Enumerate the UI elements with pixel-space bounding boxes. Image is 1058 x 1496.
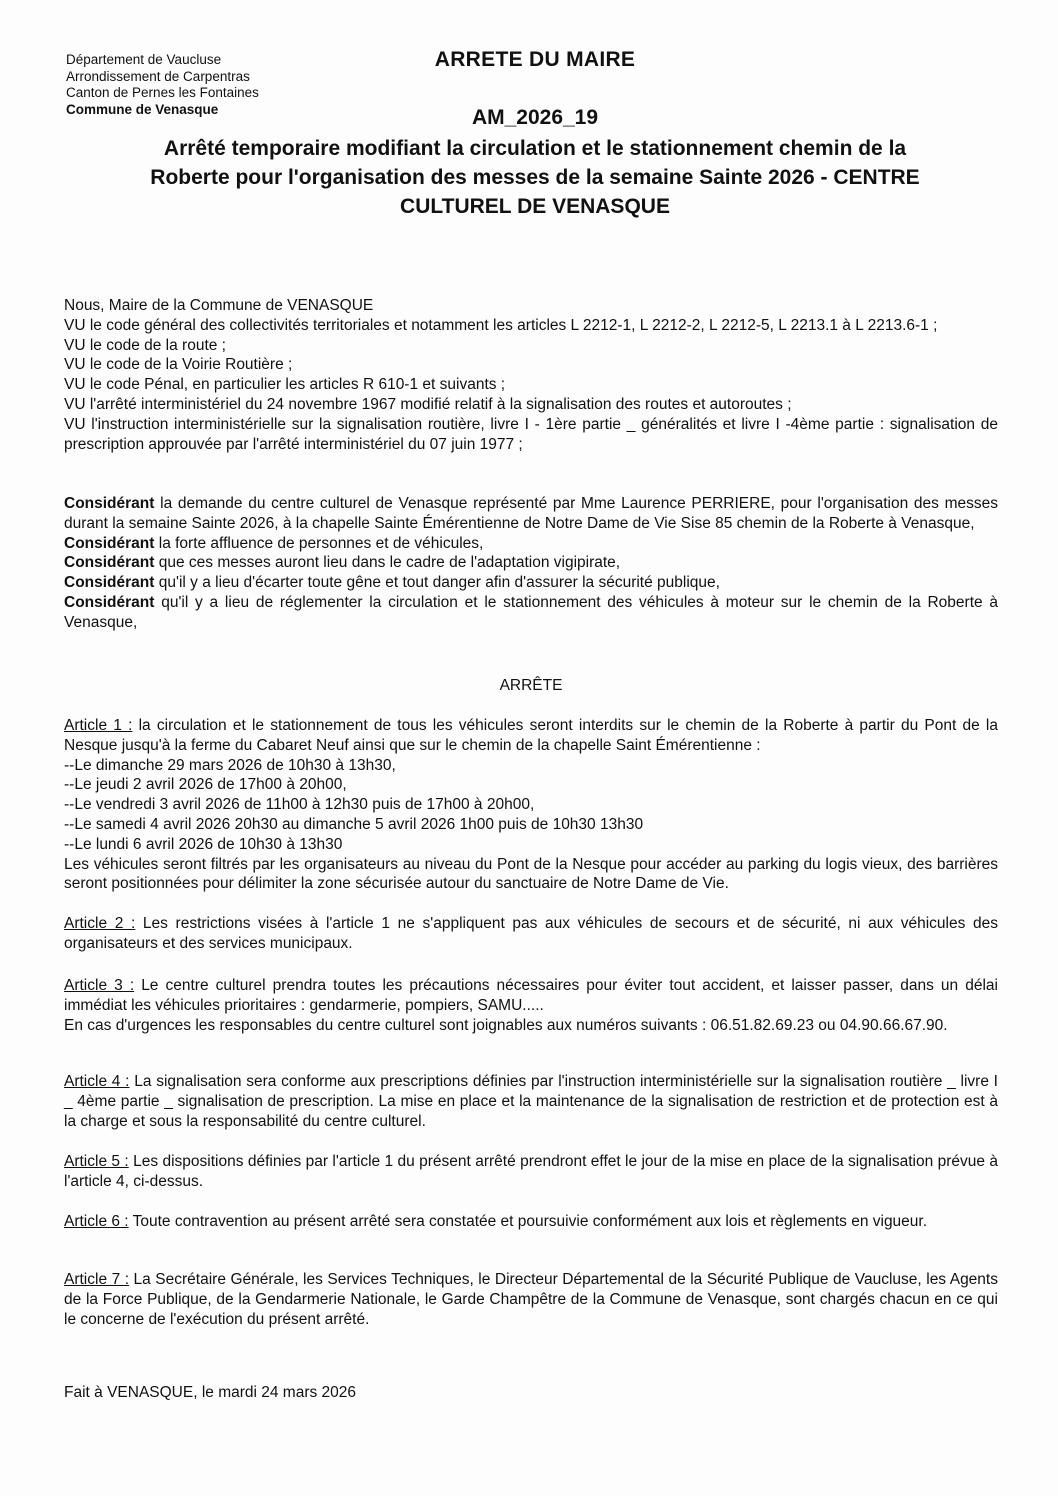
article-line: --Le lundi 6 avril 2026 de 10h30 à 13h30 <box>64 835 343 853</box>
article-4 <box>64 1072 998 1131</box>
article-line: --Le vendredi 3 avril 2026 de 11h00 à 12h30 puis de 17h00 à 20h00, <box>64 796 535 814</box>
article-text: la circulation et le stationnement de tous les véhicules seront interdits sur le chemin de la Roberte à partir du Pont de la Nesque jusqu'à la ferme du Cabaret Neuf ainsi que sur le chemin de la chapelle Saint Émérentienne : <box>64 717 998 754</box>
visas-section <box>64 296 998 454</box>
arrete-heading: ARRÊTE <box>499 677 563 694</box>
article-7 <box>64 1270 998 1329</box>
considerant-item <box>64 593 998 633</box>
article-line: --Le dimanche 29 mars 2026 de 10h30 à 13h30, <box>64 756 396 774</box>
signature-line: Fait à VENASQUE, le mardi 24 mars 2026 <box>64 1384 357 1401</box>
considerant-text: la demande du centre culturel de Venasque représenté par Mme Laurence PERRIERE, pour l'organisation des messes durant la semaine Sainte 2026, à la chapelle Sainte Émérentienne de Notre Dame de Vie Sise 85 chemin de la Roberte à Venasque, <box>64 495 998 532</box>
article-line: En cas d'urgences les responsables du centre culturel sont joignables aux numéros suivants : 06.51.82.69.23 ou 04.90.66.67.90. <box>64 1016 948 1034</box>
considerant-text: qu'il y a lieu d'écarter toute gêne et tout danger afin d'assurer la sécurité publique, <box>154 574 720 592</box>
article-label: Article 6 : <box>64 1213 129 1230</box>
visa-line: VU le code Pénal, en particulier les articles R 610-1 et suivants ; <box>64 376 506 394</box>
visa-line: VU le code de la Voirie Routière ; <box>64 356 293 374</box>
document-reference: AM_2026_19 <box>471 106 599 129</box>
article-line: --Le samedi 4 avril 2026 20h30 au dimanche 5 avril 2026 1h00 puis de 10h30 13h30 <box>64 815 644 833</box>
subject-line: Roberte pour l'organisation des messes de la semaine Sainte 2026 - CENTRE <box>150 166 920 189</box>
considerant-keyword: Considérant <box>64 534 155 552</box>
considerant-keyword: Considérant <box>64 593 155 611</box>
article-paragraph <box>64 716 998 756</box>
visa-line: Nous, Maire de la Commune de VENASQUE <box>64 297 374 314</box>
article-label: Article 2 : <box>64 915 136 932</box>
article-3 <box>64 976 998 1035</box>
article-paragraph <box>64 1212 998 1232</box>
considerant-item <box>64 573 998 593</box>
article-paragraph <box>64 1072 998 1131</box>
article-paragraph <box>64 976 998 1016</box>
article-label: Article 4 : <box>64 1073 130 1090</box>
article-line: --Le jeudi 2 avril 2026 de 17h00 à 20h00, <box>64 776 347 794</box>
admin-line-arrondissement: Arrondissement de Carpentras <box>66 68 250 84</box>
considerant-text: qu'il y a lieu de réglementer la circulation et le stationnement des véhicules à moteur sur le chemin de la Roberte à Venasque, <box>64 593 998 631</box>
visa-line: VU le code général des collectivités territoriales et notamment les articles L 2212-1, L 2212-2, L 2212-5, L 2213.1 à L 2213.6-1 ; <box>64 316 938 334</box>
article-text: Toute contravention au présent arrêté sera constatée et poursuivie conformément aux lois et règlements en vigueur. <box>128 1213 928 1230</box>
visa-line: VU l'arrêté interministériel du 24 novembre 1967 modifié relatif à la signalisation des routes et autoroutes ; <box>64 395 792 413</box>
article-label: Article 3 : <box>64 977 135 994</box>
administrative-header <box>66 52 259 118</box>
article-paragraph <box>64 1270 998 1329</box>
admin-line-canton: Canton de Pernes les Fontaines <box>66 85 259 100</box>
article-text: La signalisation sera conforme aux prescriptions définies par l'instruction interministérielle sur la signalisation routière _ livre I _ 4ème partie _ signalisation de prescription. La mise en place et la maintenance de la signalisation de restriction et de protection est à la charge et sous la responsabilité du centre culturel. <box>64 1073 998 1130</box>
article-label: Article 1 : <box>64 717 133 734</box>
subject-line: Arrêté temporaire modifiant la circulation et le stationnement chemin de la <box>163 137 907 160</box>
article-label: Article 7 : <box>64 1271 130 1288</box>
article-text: Les dispositions définies par l'article 1 du présent arrêté prendront effet le jour de la mise en place de la signalisation prévue à l'article 4, ci-dessus. <box>64 1153 999 1190</box>
article-5 <box>64 1152 998 1192</box>
considerant-item <box>64 534 998 554</box>
visa-line: VU le code de la route ; <box>64 336 226 354</box>
admin-line-commune: Commune de Venasque <box>66 101 219 117</box>
document-subject <box>40 134 1030 221</box>
considerants-section <box>64 494 998 633</box>
article-1 <box>64 716 998 894</box>
considerant-keyword: Considérant <box>64 574 155 592</box>
considerant-keyword: Considérant <box>64 554 155 572</box>
considerant-text: que ces messes auront lieu dans le cadre de l'adaptation vigipirate, <box>154 554 621 572</box>
considerant-keyword: Considérant <box>64 495 155 512</box>
article-6 <box>64 1212 998 1232</box>
considerant-text: la forte affluence de personnes et de véhicules, <box>154 534 484 552</box>
article-text: Le centre culturel prendra toutes les précautions nécessaires pour éviter tout accident, et laisser passer, dans un délai immédiat les véhicules prioritaires : gendarmerie, pompiers, SAMU..... <box>64 977 998 1014</box>
considerant-item <box>64 553 998 573</box>
subject-line: CULTUREL DE VENASQUE <box>400 195 670 218</box>
article-2 <box>64 914 998 954</box>
visa-line: VU l'instruction interministérielle sur la signalisation routière, livre I - 1ère partie _ généralités et livre I -4ème partie : signalisation de prescription approuvée par l'arrêté interministériel du 07 juin 1977 ; <box>64 415 998 453</box>
article-paragraph <box>64 914 998 954</box>
admin-line-department: Département de Vaucluse <box>66 52 222 67</box>
article-text: La Secrétaire Générale, les Services Techniques, le Directeur Départemental de la Sécurité Publique de Vaucluse, les Agents de la Force Publique, de la Gendarmerie Nationale, le Garde Champêtre de la Commune de Venasque, sont chargés chacun en ce qui le concerne de l'exécution du présent arrêté. <box>64 1271 998 1328</box>
article-paragraph <box>64 1152 998 1192</box>
article-line: Les véhicules seront filtrés par les organisateurs au niveau du Pont de la Nesque pour accéder au parking du logis vieux, des barrières seront positionnées pour délimiter la zone sécurisée autour du sanctuaire de Notre Dame de Vie. <box>64 855 998 893</box>
article-label: Article 5 : <box>64 1153 129 1170</box>
article-text: Les restrictions visées à l'article 1 ne s'appliquent pas aux véhicules de secours et de sécurité, ni aux véhicules des organisateurs et des services municipaux. <box>64 915 998 952</box>
considerant-item <box>64 494 998 534</box>
document-title: ARRETE DU MAIRE <box>434 48 636 71</box>
